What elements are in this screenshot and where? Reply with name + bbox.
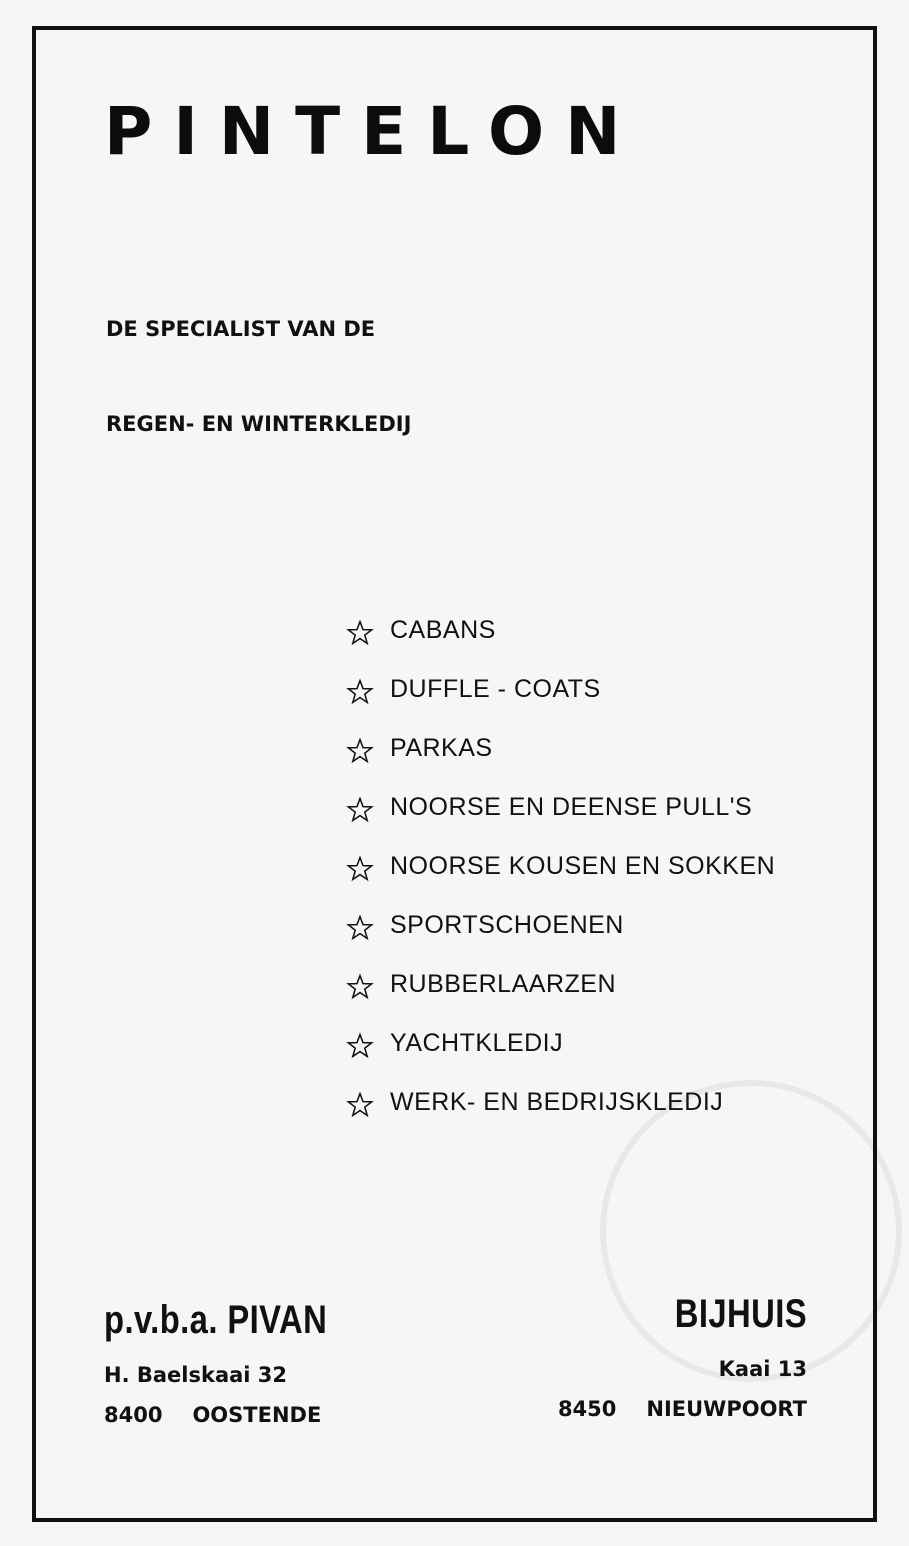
shop-bijhuis bbox=[558, 1290, 807, 1422]
list-item bbox=[346, 732, 775, 791]
product-label: CABANS bbox=[390, 616, 496, 644]
shop-city: OOSTENDE bbox=[192, 1403, 322, 1427]
brand-title: PINTELON bbox=[104, 93, 642, 170]
product-label: NOORSE KOUSEN EN SOKKEN bbox=[390, 852, 776, 880]
shop-city: NIEUWPOORT bbox=[646, 1397, 807, 1421]
star-outline-icon bbox=[346, 914, 374, 942]
product-label: RUBBERLAARZEN bbox=[390, 970, 616, 998]
product-list bbox=[346, 614, 775, 1145]
list-item bbox=[346, 614, 775, 673]
star-outline-icon bbox=[346, 796, 374, 824]
shop-postcode: 8450 bbox=[557, 1397, 617, 1421]
shop-postcode: 8400 bbox=[104, 1403, 163, 1427]
shop-postcode-city bbox=[558, 1396, 807, 1422]
product-label: DUFFLE - COATS bbox=[390, 675, 601, 703]
star-outline-icon bbox=[346, 855, 374, 883]
list-item bbox=[346, 968, 775, 1027]
product-label: SPORTSCHOENEN bbox=[390, 911, 624, 939]
list-item bbox=[346, 791, 775, 850]
tagline-line-1: DE SPECIALIST VAN DE bbox=[106, 317, 376, 341]
shop-postcode-city bbox=[104, 1402, 376, 1428]
list-item bbox=[346, 909, 775, 968]
product-label: PARKAS bbox=[390, 734, 493, 762]
star-outline-icon bbox=[346, 1032, 374, 1060]
product-label: WERK- EN BEDRIJSKLEDIJ bbox=[390, 1088, 724, 1116]
product-label: YACHTKLEDIJ bbox=[390, 1029, 564, 1057]
star-outline-icon bbox=[346, 619, 374, 647]
shop-pivan bbox=[104, 1296, 376, 1428]
shop-address: H. Baelskaai 32 bbox=[104, 1363, 288, 1387]
shop-address: Kaai 13 bbox=[718, 1357, 807, 1381]
list-item bbox=[346, 1027, 775, 1086]
shop-name: p.v.b.a. PIVAN bbox=[104, 1298, 328, 1342]
star-outline-icon bbox=[346, 1091, 374, 1119]
list-item bbox=[346, 1086, 775, 1145]
shop-name: BIJHUIS bbox=[674, 1292, 807, 1336]
star-outline-icon bbox=[346, 737, 374, 765]
tagline-line-2: REGEN- EN WINTERKLEDIJ bbox=[106, 412, 412, 436]
product-label: NOORSE EN DEENSE PULL'S bbox=[390, 793, 753, 821]
star-outline-icon bbox=[346, 678, 374, 706]
list-item bbox=[346, 673, 775, 732]
star-outline-icon bbox=[346, 973, 374, 1001]
list-item bbox=[346, 850, 775, 909]
